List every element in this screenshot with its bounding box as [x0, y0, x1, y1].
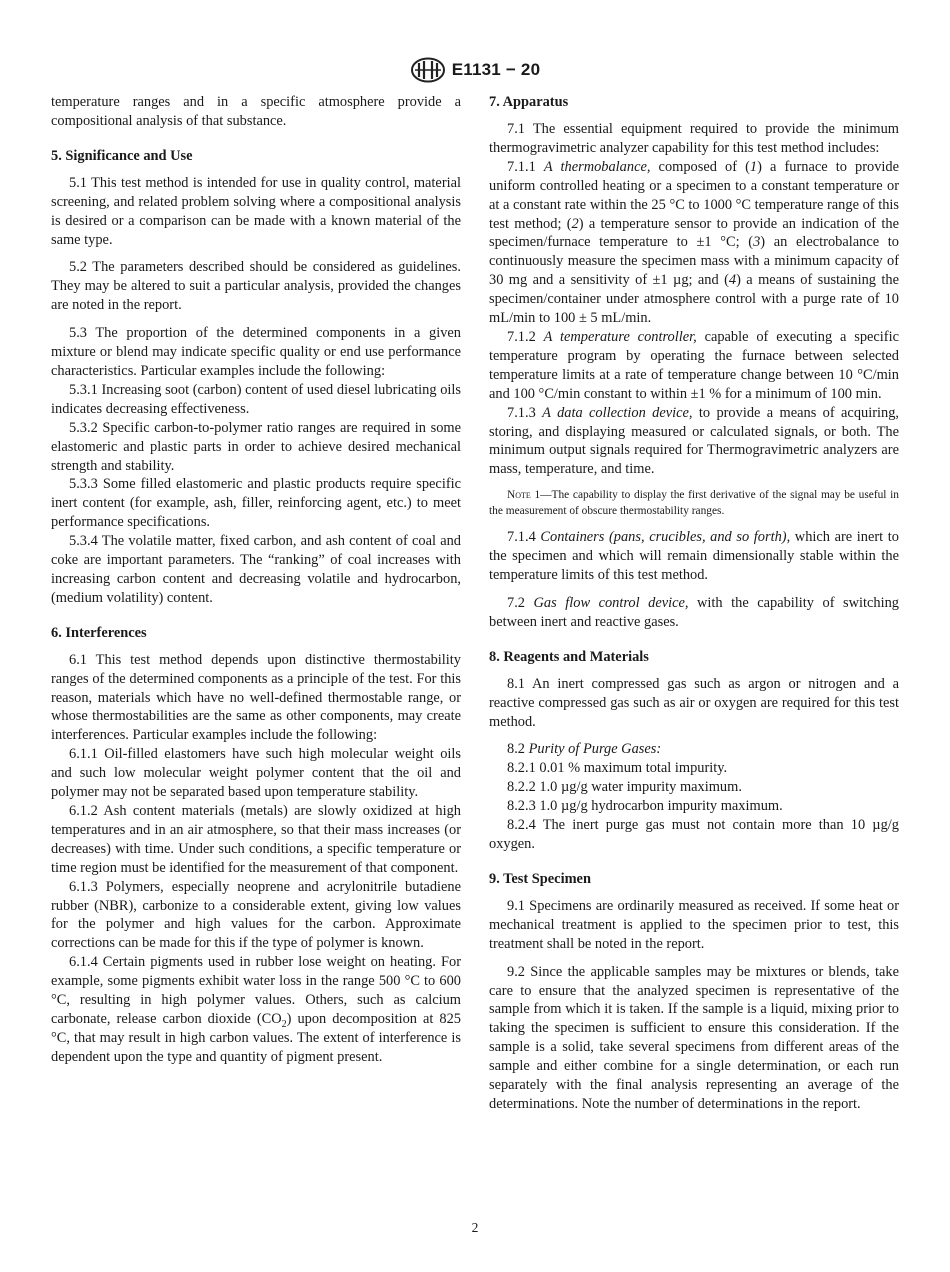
para-5-2: 5.2 The parameters described should be considered as guidelines. They may be altered to suit a particular analysis, provided the changes are noted in the report.	[51, 259, 461, 314]
para-7-1-3: 7.1.3 A data collection device, to provide a means of acquiring, storing, and displaying measured or calculated signals, or both. The minimum output signals required for Thermogravimetric analyzers are mass, temperature, and time.	[489, 404, 899, 478]
para-6-1: 6.1 This test method depends upon distinctive thermostability ranges of the determined components as a principle of the test. For this reason, materials which have no well-defined thermostable range, or whose thermostabilities are the same as other components, may create interferences. Particular examples include the following:	[51, 651, 461, 744]
para-8-2: 8.2 Purity of Purge Gases:	[507, 741, 662, 758]
para-5-3-4: 5.3.4 The volatile matter, fixed carbon, and ash content of coal and coke are important parameters. The “ranking” of coal increases with increasing carbon content and decreasing volatile and hydrocarbon, (medium volatility) content.	[51, 533, 461, 606]
para-8-1: 8.1 An inert compressed gas such as argon or nitrogen and a reactive compressed gas such as air or oxygen are required for this test method.	[489, 675, 899, 730]
standard-designation: E1131 − 20	[451, 60, 541, 79]
para-8-2-4: 8.2.4 The inert purge gas must not contain more than 10 µg/g oxygen.	[489, 817, 899, 852]
continued-paragraph: temperature ranges and in a specific atmosphere provide a compositional analysis of that substance.	[51, 94, 461, 129]
para-7-2: 7.2 Gas flow control device, with the capability of switching between inert and reactive gases.	[489, 594, 899, 630]
left-column	[51, 93, 461, 1067]
para-8-2-1: 8.2.1 0.01 % maximum total impurity.	[507, 760, 728, 777]
section-7-heading: 7. Apparatus	[489, 94, 569, 110]
para-5-3: 5.3 The proportion of the determined components in a given mixture or blend may indicate specific quality or end use performance characteristics. Particular examples include the following:	[51, 325, 461, 379]
para-6-1-4: 6.1.4 Certain pigments used in rubber lose weight on heating. For example, some pigments exhibit water loss in the range 500 °C to 600 °C, resulting in high polymer values. Others, such as calcium carbonate, release carbon dioxide $(CO_2)$ upon decomposition at 825 °C, that may result in high carbon values. The extent of interference is dependent upon the type and quantity of pigment present.	[51, 954, 461, 1065]
section-8-heading: 8. Reagents and Materials	[489, 648, 649, 665]
para-7-1-1: 7.1.1 A thermobalance, composed of (1) a furnace to provide uniform controlled heating or a specimen to a constant temperature or at a constant rate within the 25 °C to 1000 °C temperature range of this test method; (2) a temperature sensor to provide an indication of the specimen/furnace temperature to ±1 °C; (3) an electrobalance to continuously measure the specimen mass with a minimum capacity of 30 mg and a sensitivity of ±1 µg; and (4) a means of sustaining the specimen/container under atmosphere control with a purge rate of 10 mL/min to 100 ± 5 mL/min.	[489, 158, 899, 327]
para-7-1: 7.1 The essential equipment required to provide the minimum thermogravimetric analyzer capability for this test method includes:	[489, 121, 899, 156]
para-6-1-1: 6.1.1 Oil-filled elastomers have such high molecular weight oils and such low molecular weight polymer content that the oil and polymer may not be separated based upon temperature stability.	[51, 746, 461, 801]
para-7-1-4: 7.1.4 Containers (pans, crucibles, and so forth), which are inert to the specimen and which will remain dimensionally stable within the temperature limits of this test method.	[489, 529, 899, 584]
para-5-3-2: 5.3.2 Specific carbon-to-polymer ratio ranges are required in some elastomeric and plastic parts in order to achieve desired mechanical strength and stability.	[51, 419, 461, 474]
section-9-heading: 9. Test Specimen	[489, 870, 591, 887]
para-9-1: 9.1 Specimens are ordinarily measured as received. If some heat or mechanical treatment is applied to the specimen prior to test, this treatment shall be noted in the report.	[489, 897, 899, 952]
para-6-1-3: 6.1.3 Polymers, especially neoprene and acrylonitrile butadiene rubber (NBR), carbonize to a considerable extent, giving low values for the polymer and high values for the carbon. Approximate corrections can be made for this if the type of polymer is known.	[51, 878, 461, 952]
para-8-2-2: 8.2.2 1.0 µg/g water impurity maximum.	[507, 779, 742, 796]
para-9-2: 9.2 Since the applicable samples may be mixtures or blends, take care to ensure that the analyzed specimen is representative of the sample from which it is taken. If the sample is a liquid, mixing prior to taking the specimen is sufficient to ensure this consideration. If the sample is a solid, take several specimens from different areas of the sample and either combine for a single determination, or each run separately with the final analysis representing an average of the determinations. Note the number of determinations in the report.	[489, 963, 899, 1112]
note-1: Note 1—The capability to display the first derivative of the signal may be useful in the measurement of obscure thermostability ranges.	[489, 489, 899, 517]
para-5-3-1: 5.3.1 Increasing soot (carbon) content of used diesel lubricating oils indicates decreasing effectiveness.	[51, 381, 461, 417]
section-6-heading: 6. Interferences	[51, 624, 147, 641]
para-5-1: 5.1 This test method is intended for use in quality control, material screening, and related problem solving where a compositional analysis is desired or a comparison can be made with a known material of the same type.	[51, 174, 461, 248]
page-header	[0, 57, 950, 83]
para-5-3-3: 5.3.3 Some filled elastomeric and plastic products require specific inert content (for example, ash, filler, reinforcing agent, etc.) to meet performance specifications.	[51, 476, 461, 531]
astm-logo-icon	[410, 57, 446, 83]
para-7-1-2: 7.1.2 A temperature controller, capable of executing a specific temperature program by operating the furnace between selected temperature limits at a rate of temperature change between 10 °C/min and 100 °C/min constant to within ±1 % for a minimum of 100 min.	[489, 328, 899, 402]
section-5-heading: 5. Significance and Use	[51, 147, 193, 164]
para-8-2-3: 8.2.3 1.0 µg/g hydrocarbon impurity maximum.	[507, 798, 783, 815]
para-6-1-2: 6.1.2 Ash content materials (metals) are slowly oxidized at high temperatures and in an air atmosphere, so that their mass increases (or decreases) with time. Under such conditions, a specific temperature or time region must be identified for the measurement of that component.	[51, 803, 461, 876]
page-number: 2	[471, 1220, 479, 1235]
right-column	[489, 93, 899, 1114]
